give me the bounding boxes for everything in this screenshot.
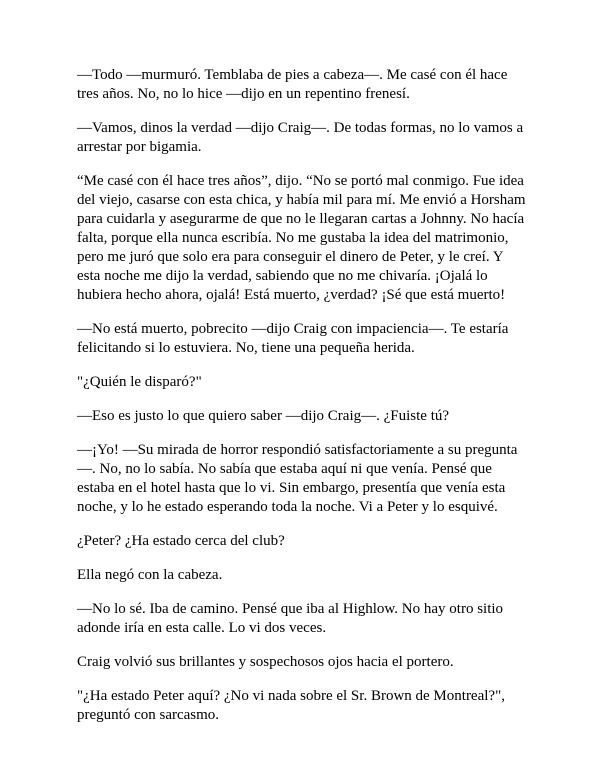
paragraph-5: "¿Quién le disparó?" <box>77 374 202 390</box>
paragraph-10: —No lo sé. Iba de camino. Pensé que iba al Highlow. No hay otro sitio adonde iría en esta calle. Lo vi dos veces. <box>77 601 504 636</box>
paragraph-6: —Eso es justo lo que quiero saber —dijo Craig—. ¿Fuiste tú? <box>77 408 450 424</box>
paragraph-11: Craig volvió sus brillantes y sospechosos ojos hacia el portero. <box>77 654 454 670</box>
paragraph-3: “Me casé con él hace tres años”, dijo. “No se portó mal conmigo. Fue idea del viejo, casarse con esta chica, y había mil para mí. Me envió a Horsham para cuidarla y asegurarme de que no le llegaran cartas a Johnny. No hacía falta, porque ella nunca escribía. No me gustaba la idea del matrimonio, pero me juró que solo era para conseguir el dinero de Peter, y le creí. Y esta noche me dijo la verdad, sabiendo que no me chivaría. ¡Ojalá lo hubiera hecho ahora, ojalá! Está muerto, ¿verdad? ¡Sé que está muerto! <box>77 173 526 303</box>
paragraph-1: —Todo —murmuró. Temblaba de pies a cabeza—. Me casé con él hace tres años. No, no lo hice —dijo en un repentino frenesí. <box>77 67 508 102</box>
paragraph-4: —No está muerto, pobrecito —dijo Craig con impaciencia—. Te estaría felicitando si lo estuviera. No, tiene una pequeña herida. <box>77 321 509 356</box>
paragraph-2: —Vamos, dinos la verdad —dijo Craig—. De todas formas, no lo vamos a arrestar por bigamia. <box>77 120 524 155</box>
paragraph-9: Ella negó con la cabeza. <box>77 567 223 583</box>
document-page <box>77 66 529 740</box>
paragraph-8: ¿Peter? ¿Ha estado cerca del club? <box>77 533 285 549</box>
paragraph-12: "¿Ha estado Peter aquí? ¿No vi nada sobre el Sr. Brown de Montreal?", preguntó con sarcasmo. <box>77 688 505 723</box>
paragraph-7: —¡Yo! —Su mirada de horror respondió satisfactoriamente a su pregunta —. No, no lo sabía. No sabía que estaba aquí ni que venía. Pensé que estaba en el hotel hasta que lo vi. Sin embargo, presentía que venía esta noche, y lo he estado esperando toda la noche. Vi a Peter y lo esquivé. <box>77 442 518 515</box>
